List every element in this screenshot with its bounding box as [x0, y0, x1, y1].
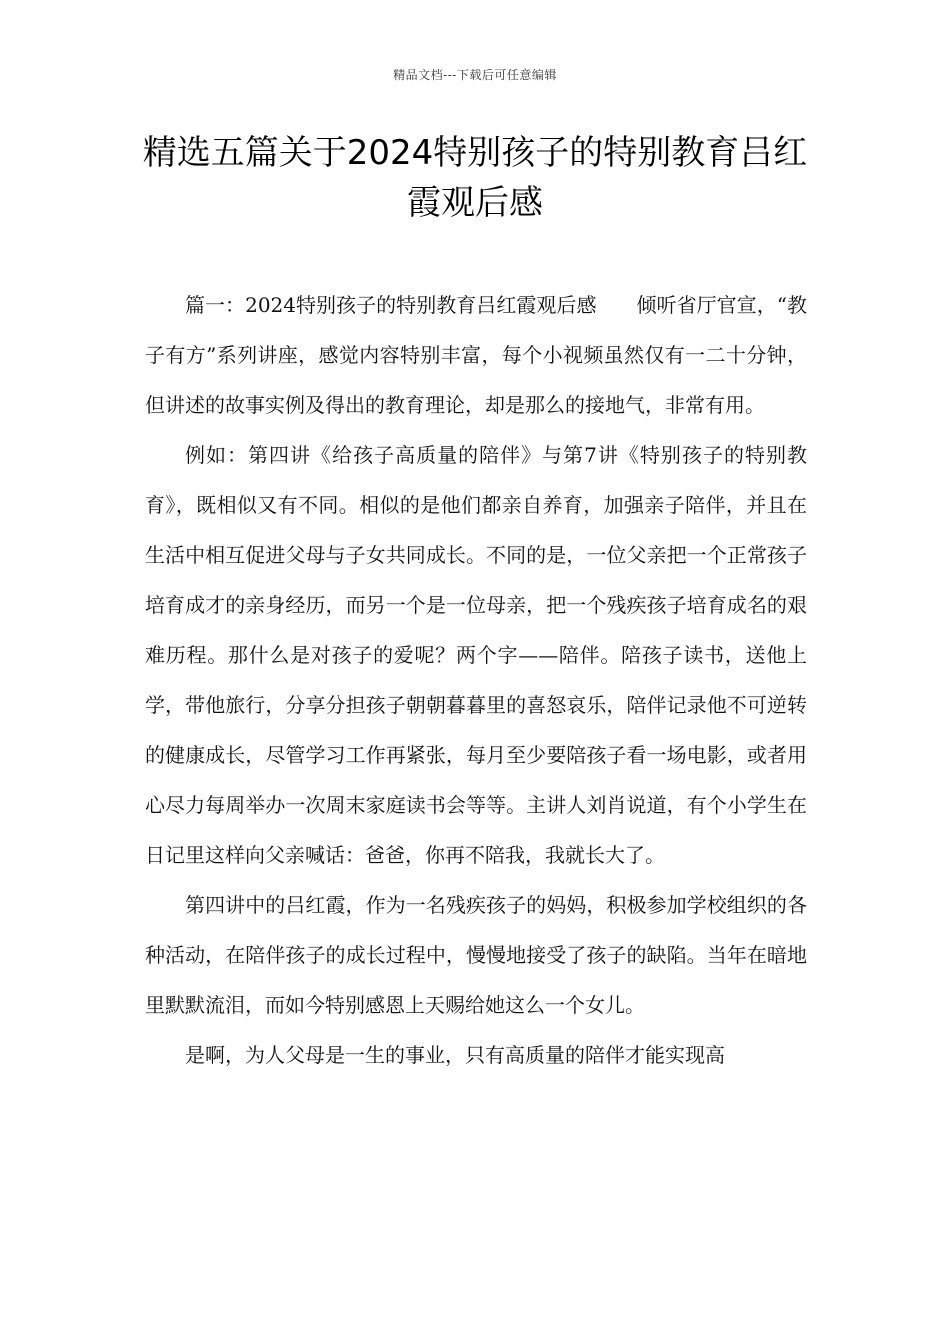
document-title: 精选五篇关于2024特别孩子的特别教育吕红霞观后感: [142, 133, 808, 223]
paragraph: 是啊，为人父母是一生的事业，只有高质量的陪伴才能实现高: [185, 1043, 725, 1067]
paragraph: 例如：第四讲《给孩子高质量的陪伴》与第7讲《特别孩子的特别教育》，既相似又有不同。相似的是他们都亲自养育，加强亲子陪伴，并且在生活中相互促进父母与子女共同成长。不同的是，一位父亲把一个正常孩子培育成才的亲身经历，而另一个是一位母亲，把一个残疾孩子培育成名的艰难历程。那什么是对孩子的爱呢？两个字——陪伴。陪孩子读书，送他上学，带他旅行，分享分担孩子朝朝暮暮里的喜怒哀乐，陪伴记录他不可逆转的健康成长，尽管学习工作再紧张，每月至少要陪孩子看一场电影，或者用心尽力每周举办一次周末家庭读书会等等。主讲人刘肖说道，有个小学生在日记里这样向父亲喊话：爸爸，你再不陪我，我就长大了。: [145, 443, 807, 867]
paragraph: 第四讲中的吕红霞，作为一名残疾孩子的妈妈，积极参加学校组织的各种活动，在陪伴孩子的成长过程中，慢慢地接受了孩子的缺陷。当年在暗地里默默流泪，而如今特别感恩上天赐给她这么一个女儿。: [145, 893, 807, 1017]
paragraph: 篇一：2024特别孩子的特别教育吕红霞观后感 倾听省厅官宣，“教子有方”系列讲座，感觉内容特别丰富，每个小视频虽然仅有一二十分钟，但讲述的故事实例及得出的教育理论，却是那么的接地气，非常有用。: [145, 293, 807, 417]
page-header-note: 精品文档---下载后可任意编辑: [393, 68, 557, 82]
document-body: [145, 280, 807, 1080]
